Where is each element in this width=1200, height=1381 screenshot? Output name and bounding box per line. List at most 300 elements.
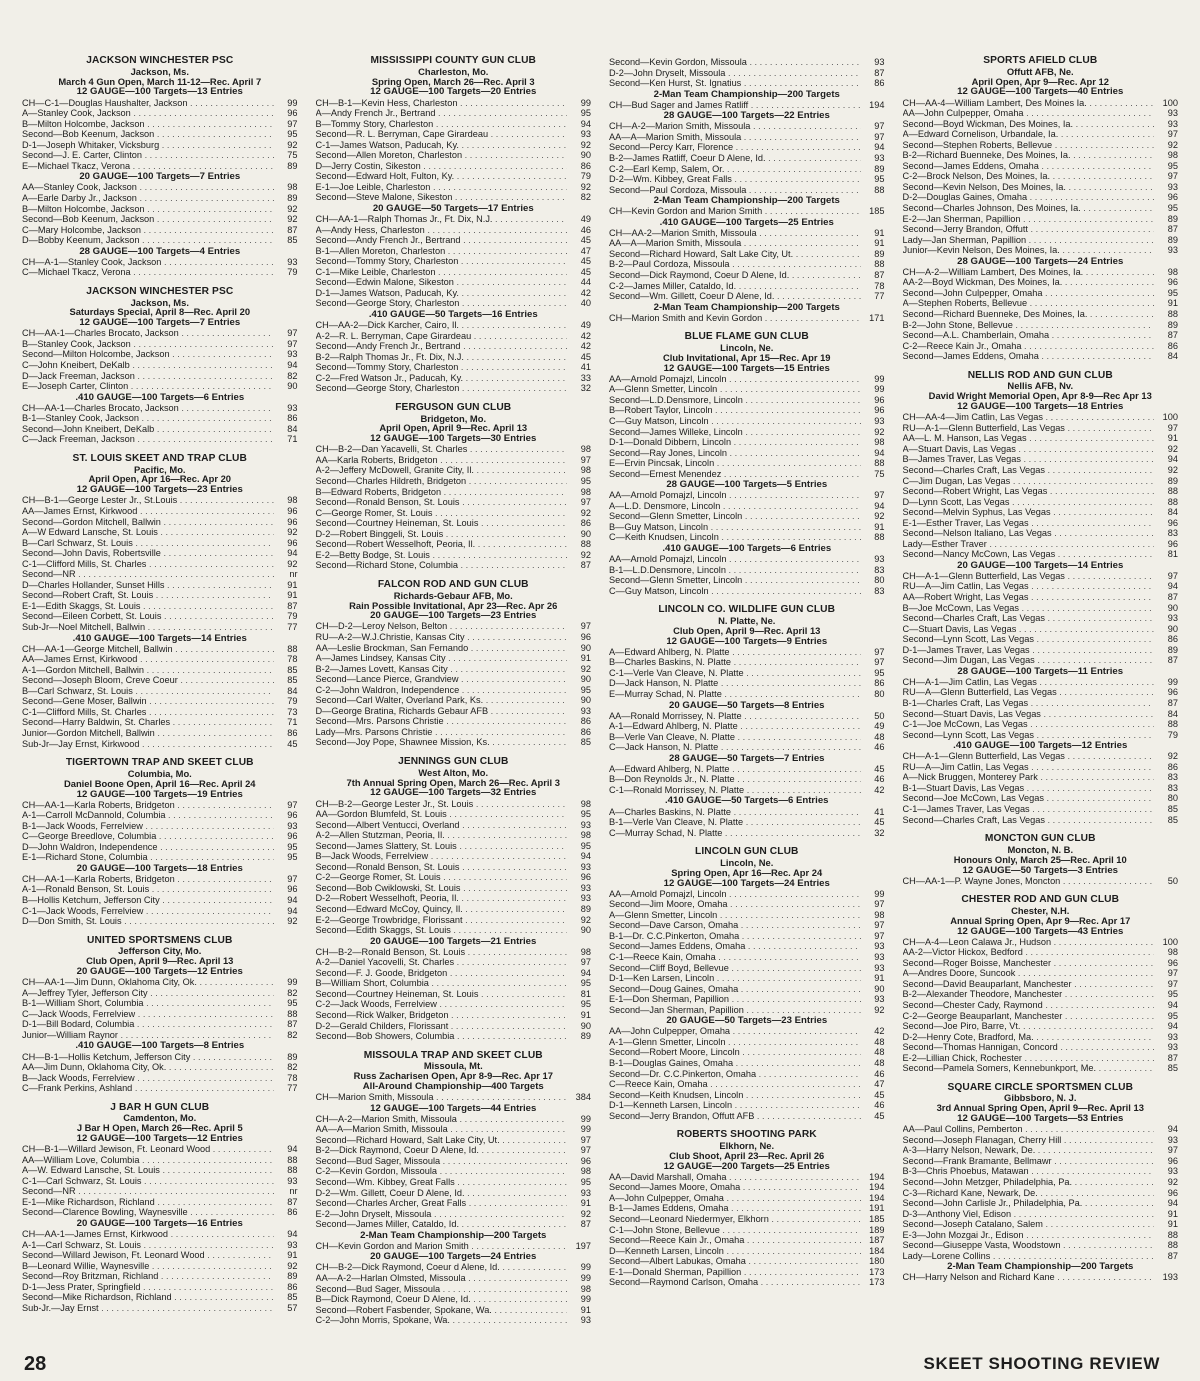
gauge-section (903, 1114, 1179, 1261)
gauge-section (903, 87, 1179, 255)
gauge-section (22, 247, 298, 278)
result-row (316, 1021, 592, 1032)
score: 91 (874, 521, 885, 532)
section-heading: 20 GAUGE—100 Targets—24 Entries (370, 1251, 537, 1263)
score: 94 (1167, 1198, 1178, 1209)
section-heading: .410 GAUGE—100 Targets—6 Entries (662, 543, 832, 555)
shooter-entry: A—W. Edward Lansche, St. Louis . . . (22, 1165, 274, 1176)
shooter-entry: E—Joseph Carter, Clinton . . . (22, 381, 274, 392)
shooter-entry: Second—George Story, Charleston . . . (316, 298, 568, 309)
result-row (22, 1207, 298, 1218)
score: 87 (874, 270, 885, 280)
result-row (22, 611, 298, 622)
score: 75 (287, 150, 298, 161)
club-header (609, 605, 885, 635)
result-row (22, 349, 298, 360)
result-row (316, 1031, 592, 1042)
result-row (903, 192, 1179, 203)
shooter-entry: Second—Giuseppe Vasta, Woodstown . . . (903, 1240, 1155, 1251)
score: 88 (287, 1154, 298, 1165)
result-row (22, 580, 298, 591)
shooter-entry: A—L.D. Densmore, Lincoln . . . (609, 501, 861, 512)
score: 92 (287, 527, 298, 538)
gauge-section (316, 87, 592, 203)
score: 85 (287, 675, 298, 686)
result-row (22, 140, 298, 151)
shooter-entry: A—Glenn Smetter, Lincoln . . . (609, 384, 861, 395)
result-row (22, 916, 298, 927)
shooter-entry: D—Jack Hanson, N. Platte . . . (609, 678, 861, 689)
score: 95 (580, 1177, 591, 1188)
result-row (903, 454, 1179, 465)
shooter-entry: B-1—L.D.Densmore, Lincoln . . . (609, 565, 861, 576)
result-row (22, 1052, 298, 1063)
result-row (609, 1246, 885, 1257)
result-row (22, 424, 298, 435)
shooter-entry: B-3—Chris Phoebus, Matawan . . . (903, 1166, 1155, 1177)
score: 87 (580, 1219, 591, 1230)
shooter-entry: CH—Marion Smith, Missoula . . . (316, 1092, 568, 1103)
score: 91 (580, 1198, 591, 1209)
shooter-entry: C-2—George Romer, St. Louis . . . (316, 872, 568, 883)
result-row (316, 225, 592, 236)
shooter-entry: Second—Doug Gaines, Omaha . . . (609, 984, 861, 995)
club-location: Jefferson City, Mo. (118, 945, 202, 957)
result-row (903, 497, 1179, 508)
club-event: Club Open, April 9—Rec. April 13 (86, 955, 234, 967)
result-row (903, 937, 1179, 948)
score: 92 (1167, 1177, 1178, 1188)
score: 88 (287, 643, 298, 654)
result-row (903, 224, 1179, 235)
shooter-entry: C-1—Reece Kain, Omaha . . . (609, 952, 861, 963)
result-row (609, 1277, 885, 1288)
shooter-entry: AA—Robert Wright, Las Vegas . . . (903, 592, 1155, 603)
section-heading: 20 GAUGE—100 Targets—16 Entries (76, 1218, 243, 1230)
score: 88 (874, 259, 885, 270)
section-heading: .410 GAUGE—100 Targets—6 Entries (75, 391, 245, 403)
section-heading: 28 GAUGE—100 Targets—11 Entries (957, 665, 1124, 677)
shooter-entry: Second—Mike Richardson, Richland . . . (22, 1292, 274, 1303)
score: 71 (287, 717, 298, 728)
result-row (903, 150, 1179, 161)
result-row (22, 644, 298, 655)
score: 88 (874, 532, 885, 543)
club-name: MISSISSIPPI COUNTY GUN CLUB (370, 56, 537, 66)
result-row (316, 706, 592, 717)
score: 94 (580, 118, 591, 129)
shooter-entry: Second—Ronald Benson, St. Louis . . . (316, 862, 568, 873)
score: 50 (1167, 875, 1178, 886)
shooter-entry: B-1—Stanley Cook, Jackson . . . (22, 413, 274, 424)
gauge-section (316, 611, 592, 748)
shooter-entry: AA—A—Marion Smith, Missoula . . . (316, 1124, 568, 1135)
result-row (22, 225, 298, 236)
shooter-entry: CH—AA-1—Karla Roberts, Bridgeton . . . (22, 800, 274, 811)
section-heading: 12 GAUGE—200 Targets—25 Entries (663, 1160, 830, 1172)
shooter-entry: C—Stuart Davis, Las Vegas . . . (903, 624, 1155, 635)
score: 94 (1167, 1124, 1178, 1135)
result-row (609, 1100, 885, 1111)
result-row (22, 988, 298, 999)
score: 87 (1167, 1052, 1178, 1063)
score: 96 (287, 884, 298, 895)
club-block (316, 403, 592, 571)
result-row (903, 645, 1179, 656)
shooter-entry: B—Carl Schwarz, St. Louis . . . (22, 686, 274, 697)
score: 93 (1167, 1134, 1178, 1145)
score: 92 (580, 181, 591, 192)
result-row (903, 1063, 1179, 1074)
shooter-entry: D-2—Wm. Kibbey, Great Falls . . . (609, 174, 861, 185)
result-row (903, 1219, 1179, 1230)
shooter-entry: Second—Reece Kain Jr., Omaha . . . (609, 1235, 861, 1246)
result-row (316, 539, 592, 550)
score: 86 (1167, 340, 1178, 351)
result-row (22, 506, 298, 517)
page-number: 28 (24, 1352, 47, 1375)
score: 82 (287, 987, 298, 998)
section-heading: 20 GAUGE—100 Targets—21 Entries (370, 935, 537, 947)
gauge-section (316, 434, 592, 571)
score: 87 (287, 1019, 298, 1030)
score: 93 (1167, 181, 1178, 192)
gauge-section (903, 667, 1179, 740)
shooter-entry: A-2—R. L. Berryman, Cape Girardeau . . . (316, 331, 568, 342)
shooter-entry: Second—John Carlisle Jr., Philadelphia, Pa. . . . (903, 1198, 1155, 1209)
shooter-entry: Second—NR . . . (22, 1186, 274, 1197)
score: 89 (287, 1271, 298, 1282)
result-row (22, 434, 298, 445)
result-row (22, 569, 298, 580)
score: 98 (580, 798, 591, 809)
score: 85 (287, 664, 298, 675)
score: 98 (874, 437, 885, 448)
gauge-section (22, 172, 298, 245)
shooter-entry: Second—Edith Skaggs, St. Louis . . . (316, 925, 568, 936)
shooter-entry: D-1—James Watson, Paducah, Ky. . . . (316, 288, 568, 299)
section-heading: 12 GAUGE—100 Targets—53 Entries (957, 1113, 1124, 1125)
score: 384 (575, 1092, 591, 1103)
result-row (609, 931, 885, 942)
result-row (903, 203, 1179, 214)
result-row (609, 1172, 885, 1183)
score: 97 (874, 490, 885, 501)
section-heading: 12 GAUGE—100 Targets—43 Entries (957, 925, 1124, 937)
shooter-entry: A-1—Carroll McDannold, Columbia . . . (22, 810, 274, 821)
shooter-entry: C—Jack Woods, Ferrelview . . . (22, 1009, 274, 1020)
score: 99 (580, 97, 591, 108)
score: 79 (287, 696, 298, 707)
score: 90 (1167, 623, 1178, 634)
shooter-entry: D—Kenneth Larsen, Lincoln . . . (609, 1246, 861, 1257)
result-row (609, 689, 885, 700)
result-row (609, 281, 885, 292)
shooter-entry: B-2—Richard Buenneke, Des Moines, Ia. . . . (903, 150, 1155, 161)
result-row (316, 820, 592, 831)
result-row (609, 1069, 885, 1080)
club-event: Honours Only, March 25—Rec. April 10 (953, 853, 1127, 865)
result-row (22, 527, 298, 538)
club-event: Club Open, April 9—Rec. April 13 (673, 624, 821, 636)
result-row (609, 963, 885, 974)
club-location: N. Platte, Ne. (718, 614, 776, 626)
shooter-entry: CH—AA-1—James Ernst, Kirkwood . . . (22, 1229, 274, 1240)
score: 93 (287, 1175, 298, 1186)
shooter-entry: CH—Harry Nelson and Richard Kane . . . (903, 1272, 1155, 1283)
club-name: FERGUSON GUN CLUB (395, 401, 512, 413)
section-heading: 20 GAUGE—100 Targets—23 Entries (370, 610, 537, 622)
shooter-entry: Second—Kevin Nelson, Des Moines, Ia. . . . (903, 182, 1155, 193)
result-row (609, 1026, 885, 1037)
score: 93 (287, 349, 298, 360)
result-row (609, 1090, 885, 1101)
gauge-section (903, 402, 1179, 560)
result-row (316, 1198, 592, 1209)
score: 96 (580, 872, 591, 883)
shooter-entry: Sub-Jr—Jay Ernst, Kirkwood . . . (22, 739, 274, 750)
result-row (316, 968, 592, 979)
score: 46 (874, 742, 885, 753)
shooter-entry: AA—John Culpepper, Omaha . . . (609, 1026, 861, 1037)
score: 89 (1167, 213, 1178, 224)
result-row (22, 665, 298, 676)
result-row (609, 121, 885, 132)
shooter-entry: Second—James Slattery, St. Louis . . . (316, 841, 568, 852)
score: 187 (869, 1235, 885, 1246)
section-heading: 20 GAUGE—50 Targets—23 Entries (666, 1015, 828, 1027)
score: 77 (287, 1083, 298, 1094)
score: 184 (869, 1245, 885, 1256)
score: 87 (580, 560, 591, 571)
shooter-entry: CH—B-1—George Lester Jr., St.Louis . . . (22, 495, 274, 506)
shooter-entry: Second—Chester Cady, Raymond . . . (903, 1000, 1155, 1011)
result-row (903, 351, 1179, 362)
result-row (609, 973, 885, 984)
score: 93 (287, 402, 298, 413)
score: 98 (287, 495, 298, 506)
section-heading: 12 GAUGE—50 Targets—3 Entries (962, 864, 1118, 876)
score: 173 (869, 1266, 885, 1277)
score: 100 (1162, 936, 1178, 947)
score: 94 (874, 500, 885, 511)
shooter-entry: Second—Albert Labukas, Omaha . . . (609, 1256, 861, 1267)
shooter-entry: Second—R. L. Berryman, Cape Girardeau . . . (316, 129, 568, 140)
result-row (316, 1177, 592, 1188)
shooter-entry: B-2—James Lovett, Kansas City . . . (316, 664, 568, 675)
result-row (316, 1209, 592, 1220)
score: 93 (580, 705, 591, 716)
score: 88 (874, 184, 885, 195)
result-row (903, 214, 1179, 225)
result-row (903, 989, 1179, 1000)
section-heading: 12 GAUGE—100 Targets—13 Entries (76, 86, 243, 98)
score: 99 (580, 1113, 591, 1124)
score: 91 (580, 653, 591, 664)
shooter-entry: Second—Joe McCown, Las Vegas . . . (903, 793, 1155, 804)
score: 86 (1167, 634, 1178, 645)
result-row (903, 433, 1179, 444)
score: 95 (580, 999, 591, 1010)
shooter-entry: Second—Keith Knudsen, Lincoln . . . (609, 1090, 861, 1101)
club-header (22, 56, 298, 86)
result-row (609, 657, 885, 668)
result-row (609, 828, 885, 839)
score: 95 (580, 978, 591, 989)
shooter-entry: Lady—Mrs. Parsons Christie . . . (316, 727, 568, 738)
shooter-entry: C—Keith Knudsen, Lincoln . . . (609, 532, 861, 543)
score: 78 (287, 654, 298, 665)
result-row (903, 1272, 1179, 1283)
shooter-entry: C-1—Clifford Mills, St. Charles . . . (22, 707, 274, 718)
score: 191 (869, 1203, 885, 1214)
shooter-entry: C-1—Carl Schwarz, St. Louis . . . (22, 1176, 274, 1187)
shooter-entry: AA—Arnold Pomajzl, Lincoln . . . (609, 554, 861, 565)
result-row (22, 548, 298, 559)
score: 92 (1167, 443, 1178, 454)
shooter-entry: A—Nick Bruggen, Monterey Park . . . (903, 772, 1155, 783)
shooter-entry: D-2—Robert Wesselhoft, Peoria, Il. . . . (316, 893, 568, 904)
score: 92 (874, 511, 885, 522)
result-row (609, 374, 885, 385)
shooter-entry: Second—Leonard Niedermyer, Elkhorn . . . (609, 1214, 861, 1225)
score: 93 (1167, 1042, 1178, 1053)
score: 180 (869, 1256, 885, 1267)
score: 83 (1167, 772, 1178, 783)
score: 84 (287, 423, 298, 434)
shooter-entry: C-1—James Watson, Paducah, Ky. . . . (316, 140, 568, 151)
score: 97 (874, 131, 885, 142)
shooter-entry: Second—Charles Hildreth, Bridgeton . . . (316, 476, 568, 487)
score: 93 (874, 994, 885, 1005)
result-row (316, 267, 592, 278)
result-row (903, 815, 1179, 826)
score: 92 (287, 214, 298, 225)
result-row (316, 925, 592, 936)
shooter-entry: CH—Kevin Gordon and Marion Smith . . . (609, 206, 861, 217)
result-row (609, 668, 885, 679)
shooter-entry: D-1—Bill Bodard, Columbia . . . (22, 1019, 274, 1030)
shooter-entry: Lady—Lorene Collins . . . (903, 1251, 1155, 1262)
result-row (903, 539, 1179, 550)
score: 95 (874, 174, 885, 185)
score: 97 (874, 646, 885, 657)
result-row (903, 1209, 1179, 1220)
score: 93 (580, 1315, 591, 1326)
club-event: Club Shoot, April 23—Rec. April 26 (669, 1149, 825, 1161)
score: 97 (287, 799, 298, 810)
score: 88 (580, 539, 591, 550)
shooter-entry: E-3—John Mozgai Jr., Edison . . . (903, 1230, 1155, 1241)
shooter-entry: AA-2—Victor Hickox, Bedford . . . (903, 947, 1155, 958)
score: 82 (287, 1062, 298, 1073)
gauge-section (903, 257, 1179, 362)
shooter-entry: Second—Bob Keenum, Jackson . . . (22, 214, 274, 225)
score: 89 (874, 248, 885, 259)
shooter-entry: A—Andy French Jr., Bertrand . . . (316, 108, 568, 119)
result-row (22, 1009, 298, 1020)
score: 80 (874, 575, 885, 586)
score: 94 (287, 905, 298, 916)
section-heading: 20 GAUGE—50 Targets—17 Entries (372, 202, 534, 214)
result-row (903, 486, 1179, 497)
result-row (903, 947, 1179, 958)
shooter-entry: C-2—Fred Watson Jr., Paducah, Ky. . . . (316, 373, 568, 384)
score: 93 (580, 129, 591, 140)
result-row (316, 529, 592, 540)
shooter-entry: Second—Joe Piro, Barre, Vt. . . . (903, 1021, 1155, 1032)
shooter-entry: CH—AA-2—Marion Smith, Missoula . . . (609, 228, 861, 239)
result-row (316, 518, 592, 529)
shooter-entry: Second—Cliff Boyd, Bellevue . . . (609, 963, 861, 974)
result-row (316, 1114, 592, 1125)
score: 46 (874, 1100, 885, 1111)
score: 45 (580, 256, 591, 267)
shooter-entry: CH—B-1—Kevin Hess, Charleston . . . (316, 98, 568, 109)
shooter-entry: B—Verle Van Cleave, N. Platte . . . (609, 732, 861, 743)
result-row (316, 989, 592, 1000)
club-location: Richards-Gebaur AFB, Mo. (393, 589, 513, 601)
score: 48 (874, 1057, 885, 1068)
score: 90 (874, 983, 885, 994)
gauge-section (609, 90, 885, 111)
score: 89 (1167, 644, 1178, 655)
result-row (903, 549, 1179, 560)
score: 98 (580, 1283, 591, 1294)
club-location: Jackson, Ms. (130, 65, 189, 77)
result-row (22, 707, 298, 718)
shooter-entry: A—Stuart Davis, Las Vegas . . . (903, 444, 1155, 455)
result-row (316, 288, 592, 299)
shooter-entry: A—Stephen Roberts, Bellevue . . . (903, 298, 1155, 309)
result-row (22, 1030, 298, 1041)
score: 194 (869, 99, 885, 110)
shooter-entry: A—Jeffrey Tyler, Jefferson City . . . (22, 988, 274, 999)
result-row (316, 161, 592, 172)
club-header (22, 1103, 298, 1133)
shooter-entry: Second—Milton Holcombe, Jackson . . . (22, 349, 274, 360)
club-name: JENNINGS GUN CLUB (398, 756, 509, 768)
shooter-entry: Second—Dr. C.C.Pinkerton, Omaha . . . (609, 1069, 861, 1080)
gauge-section (609, 754, 885, 796)
shooter-entry: Second—Courtney Heineman, St. Louis . . . (316, 989, 568, 1000)
result-row (316, 1262, 592, 1273)
club-event: Russ Zacharisen Open, Apr 8-9—Rec. Apr 17 (353, 1070, 553, 1082)
shooter-entry: AA—James Ernst, Kirkwood . . . (22, 654, 274, 665)
gauge-section (22, 318, 298, 391)
score: 94 (287, 548, 298, 559)
shooter-entry: C—Mary Holcombe, Jackson . . . (22, 225, 274, 236)
shooter-entry: CH—B-2—Dick Raymond, Coeur d Alene, Id. . . . (316, 1262, 568, 1273)
score: 95 (1167, 202, 1178, 213)
score: 48 (874, 731, 885, 742)
score: 100 (1162, 97, 1178, 108)
shooter-entry: Second—Joseph Bloom, Creve Coeur . . . (22, 675, 274, 686)
shooter-entry: C-1—Clifford Mills, St. Charles . . . (22, 559, 274, 570)
score: 49 (580, 214, 591, 225)
score: 96 (1167, 277, 1178, 288)
result-row (903, 465, 1179, 476)
shooter-entry: C-2—John Waldron, Independence . . . (316, 685, 568, 696)
result-row (316, 298, 592, 309)
score: 96 (287, 810, 298, 821)
result-row (609, 291, 885, 302)
score: 46 (874, 774, 885, 785)
result-row (316, 978, 592, 989)
shooter-entry: Second—Allen Moreton, Charleston . . . (316, 150, 568, 161)
shooter-entry: C—Murray Schad, N. Platte . . . (609, 828, 861, 839)
shooter-entry: C—Jim Dugan, Las Vegas . . . (903, 476, 1155, 487)
